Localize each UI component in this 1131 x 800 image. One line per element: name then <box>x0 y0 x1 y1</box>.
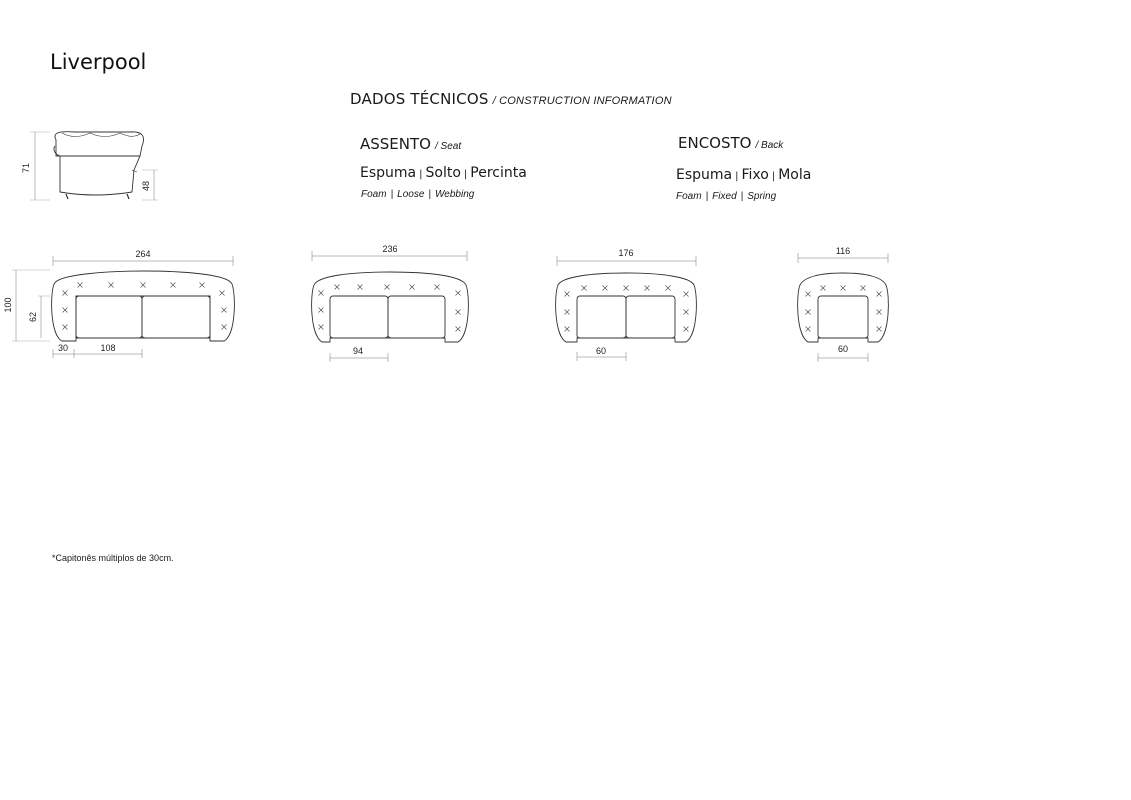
sofa-116-width-label: 116 <box>835 246 851 256</box>
product-title: Liverpool <box>50 50 147 74</box>
seat-materials-pt: Espuma | Solto | Percinta <box>360 165 527 181</box>
sofa-264-width-label: 264 <box>135 249 151 259</box>
footnote: *Capitonês múltiplos de 30cm. <box>52 553 174 563</box>
seat-material-en-webbing: Webbing <box>435 189 475 200</box>
seat-material-foam: Espuma <box>360 165 417 181</box>
side-height-label: 71 <box>21 162 31 174</box>
sofa-236-width-label: 236 <box>382 244 398 254</box>
back-heading-en: / Back <box>755 140 784 151</box>
back-materials-en: Foam | Fixed | Spring <box>676 191 777 202</box>
back-material-en-spring: Spring <box>747 191 777 202</box>
sofa-264-seat-depth-label: 62 <box>28 311 38 323</box>
back-material-en-foam: Foam <box>676 191 702 202</box>
side-view-drawing <box>30 132 158 200</box>
seat-heading-en: / Seat <box>434 141 462 152</box>
back-material-en-fixed: Fixed <box>712 191 737 202</box>
technical-heading-en: / CONSTRUCTION INFORMATION <box>492 95 672 107</box>
sofa-176-cushion-width-label: 60 <box>595 346 607 356</box>
seat-material-en-loose: Loose <box>397 189 425 200</box>
technical-heading-pt: DADOS TÉCNICOS <box>350 90 489 108</box>
sofa-176-drawing <box>556 256 697 361</box>
seat-heading-pt: ASSENTO <box>360 135 431 153</box>
seat-material-en-foam: Foam <box>361 189 387 200</box>
sofa-236-drawing <box>312 251 469 362</box>
back-materials-pt: Espuma | Fixo | Mola <box>676 167 812 183</box>
sofa-116-cushion-width-label: 60 <box>837 344 849 354</box>
side-seat-height-label: 48 <box>141 180 151 192</box>
seat-material-webbing: Percinta <box>470 165 527 181</box>
sofa-236-cushion-width-label: 94 <box>352 346 364 356</box>
seat-materials-en: Foam | Loose | Webbing <box>361 189 475 200</box>
back-heading-pt: ENCOSTO <box>678 134 752 152</box>
sofa-264-depth-label: 100 <box>3 297 13 313</box>
back-material-fixed: Fixo <box>741 167 769 183</box>
sofa-176-width-label: 176 <box>618 248 634 258</box>
back-material-foam: Espuma <box>676 167 733 183</box>
sofa-264-drawing <box>12 256 234 358</box>
sofa-264-arm-width-label: 30 <box>57 343 69 353</box>
back-material-spring: Mola <box>778 167 812 183</box>
sofa-264-cushion-width-label: 108 <box>100 343 116 353</box>
seat-material-loose: Solto <box>425 165 461 181</box>
